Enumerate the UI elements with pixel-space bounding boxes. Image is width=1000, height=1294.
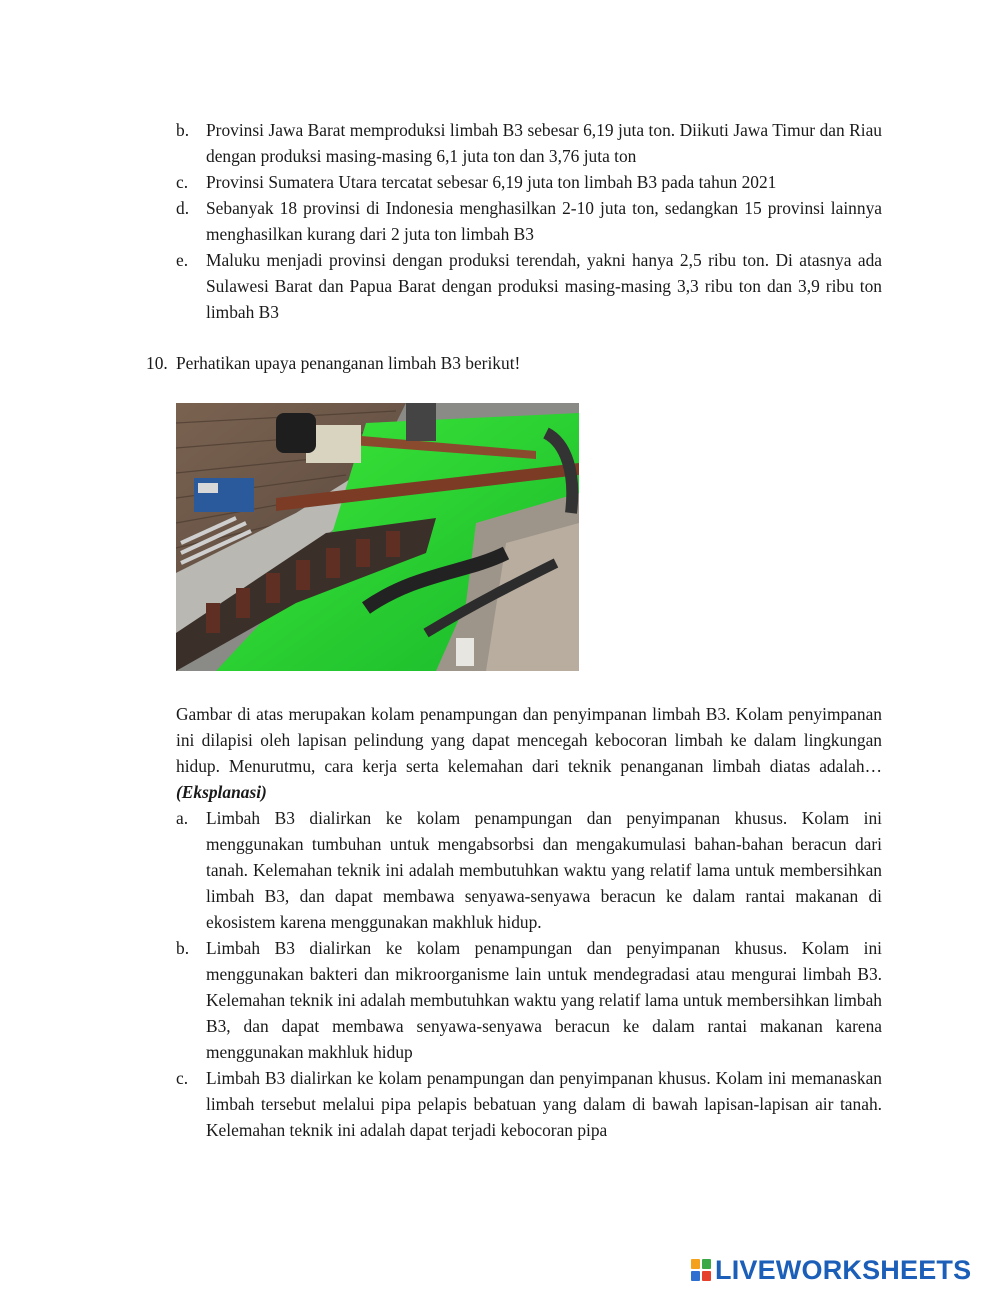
option-text: Provinsi Jawa Barat memproduksi limbah B3 sebesar 6,19 juta ton. Diikuti Jawa Timur dan Riau dengan produksi masing-masing 6,1 juta ton dan 3,76 juta ton — [206, 120, 882, 166]
option-c-prev — [176, 169, 882, 195]
question-text: Perhatikan upaya penanganan limbah B3 berikut! — [176, 353, 521, 373]
question-stem — [176, 701, 882, 805]
option-text: Limbah B3 dialirkan ke kolam penampungan dan penyimpanan khusus. Kolam ini menggunakan bakteri dan mikroorganisme lain untuk mendegradasi atau mengurai limbah B3. Kelemahan teknik ini adalah membutuhkan waktu yang relatif lama untuk membersihkan limbah B3, dan dapat membawa senyawa-senyawa beracun ke dalam rantai makanan karena menggunakan makhluk hidup — [206, 938, 882, 1062]
option-letter: d. — [176, 198, 190, 218]
option-b-prev — [176, 117, 882, 169]
option-letter: b. — [176, 938, 190, 958]
option-a[interactable] — [176, 805, 882, 935]
logo-icon — [691, 1259, 711, 1281]
option-c[interactable] — [176, 1065, 882, 1143]
option-letter: c. — [176, 1068, 189, 1088]
question-number: 10. — [146, 353, 168, 373]
option-text: Limbah B3 dialirkan ke kolam penampungan dan penyimpanan khusus. Kolam ini menggunakan tumbuhan untuk mengabsorbsi dan mengakumulasi bahan-bahan beracun dari tanah. Kelemahan teknik ini adalah membutuhkan waktu yang relatif lama untuk membersihkan limbah B3, dan dapat membawa senyawa-senyawa beracun ke dalam rantai makanan di ekosistem karena menggunakan makhluk hidup. — [206, 808, 882, 932]
option-e-prev — [176, 247, 882, 325]
option-text: Sebanyak 18 provinsi di Indonesia menghasilkan 2-10 juta ton, sedangkan 15 provinsi lainnya menghasilkan kurang dari 2 juta ton limbah B3 — [206, 198, 882, 244]
option-letter: e. — [176, 250, 189, 270]
option-letter: c. — [176, 172, 189, 192]
waste-pond-photo — [176, 403, 579, 671]
stem-text: Gambar di atas merupakan kolam penampungan dan penyimpanan limbah B3. Kolam penyimpanan ini dilapisi oleh lapisan pelindung yang dapat mencegah kebocoran limbah ke dalam lingkungan hidup. Menurutmu, cara kerja serta kelemahan dari teknik penanganan limbah diatas adalah… — [176, 704, 882, 776]
option-d-prev — [176, 195, 882, 247]
option-letter: a. — [176, 808, 189, 828]
option-text: Provinsi Sumatera Utara tercatat sebesar 6,19 juta ton limbah B3 pada tahun 2021 — [206, 172, 777, 192]
option-text: Limbah B3 dialirkan ke kolam penampungan dan penyimpanan khusus. Kolam ini memanaskan limbah tersebut melalui pipa pelapis bebatuan yang dalam di bawah lapisan-lapisan air tanah. Kelemahan teknik ini adalah dapat terjadi kebocoran pipa — [206, 1068, 882, 1140]
stem-tag: (Eksplanasi) — [176, 782, 267, 802]
liveworksheets-logo — [691, 1254, 971, 1286]
option-text: Maluku menjadi provinsi dengan produksi terendah, yakni hanya 2,5 ribu ton. Di atasnya ada Sulawesi Barat dan Papua Barat dengan produksi masing-masing 3,3 ribu ton dan 3,9 ribu ton limbah B3 — [206, 250, 882, 322]
logo-text: LIVEWORKSHEETS — [715, 1255, 972, 1285]
option-letter: b. — [176, 120, 190, 140]
option-b[interactable] — [176, 935, 882, 1065]
